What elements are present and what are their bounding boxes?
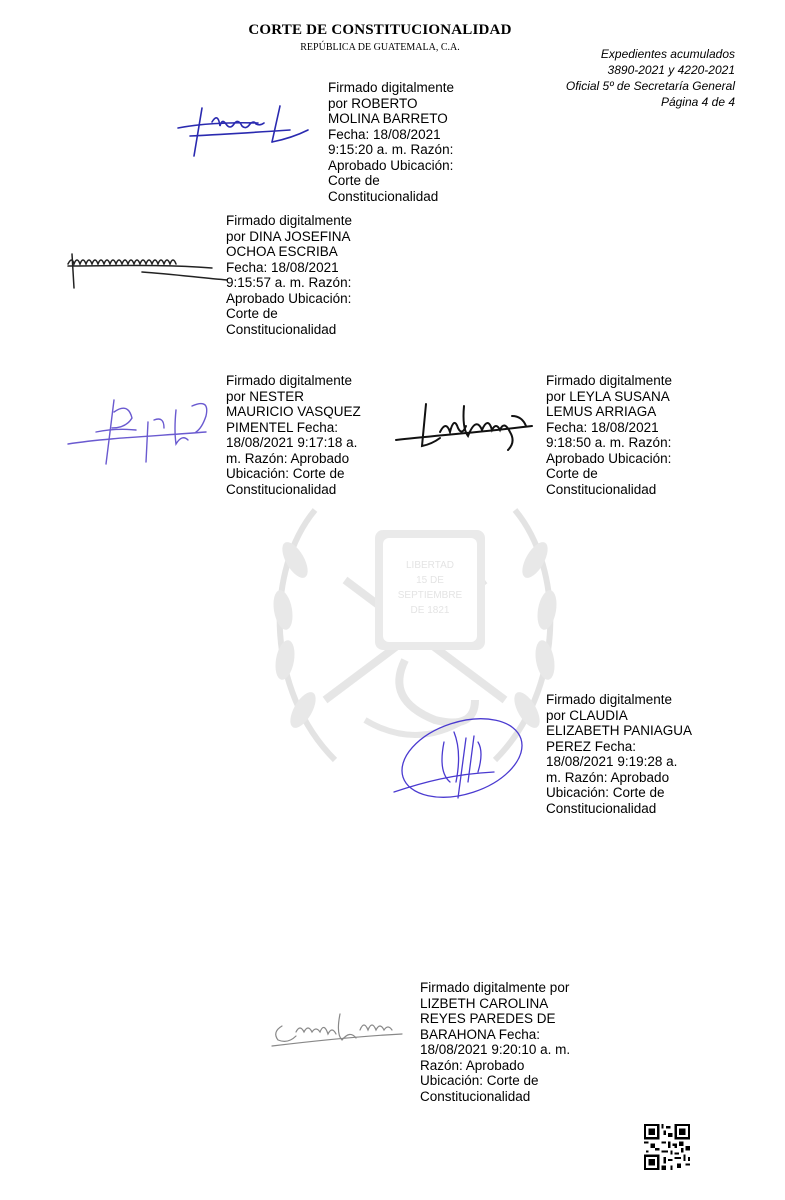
handwritten-signature: [262, 996, 412, 1076]
case-info-line: 3890-2021 y 4220-2021: [607, 63, 735, 77]
signature-text: Firmado digitalmente por NESTER MAURICIO VASQUEZ PIMENTEL Fecha: 18/08/2021 9:17:18 a. m. Razón: Aprobado Ubicación: Corte de Constitucionalidad: [226, 373, 361, 497]
court-subtitle: REPÚBLICA DE GUATEMALA, C.A.: [300, 42, 460, 53]
signature-text: Firmado digitalmente por LEYLA SUSANA LEMUS ARRIAGA Fecha: 18/08/2021 9:18:50 a. m. Razón: Aprobado Ubicación: Corte de Constitucionalidad: [546, 373, 673, 497]
handwritten-signature: [66, 392, 220, 472]
emblem-scroll-line: LIBERTAD: [406, 560, 454, 571]
handwritten-signature: [392, 396, 542, 462]
signature-text: Firmado digitalmente por ROBERTO MOLINA BARRETO Fecha: 18/08/2021 9:15:20 a. m. Razón: Aprobado Ubicación: Corte de Constitucionalidad: [328, 80, 455, 204]
handwritten-signature: [384, 702, 534, 810]
case-info-line: Oficial 5º de Secretaría General: [565, 79, 735, 93]
emblem-scroll-line: 15 DE: [416, 575, 444, 586]
emblem-scroll-line: DE 1821: [410, 605, 450, 616]
qr-code-icon: [644, 1124, 690, 1170]
signature-text: Firmado digitalmente por CLAUDIA ELIZABETH PANIAGUA PEREZ Fecha: 18/08/2021 9:19:28 a. m. Razón: Aprobado Ubicación: Corte de Constitucionalidad: [546, 692, 693, 816]
page-number: Página 4 de 4: [660, 95, 735, 109]
case-info-line: Expedientes acumulados: [600, 47, 735, 61]
signature-text: Firmado digitalmente por LIZBETH CAROLINA REYES PAREDES DE BARAHONA Fecha: 18/08/2021 9:20:10 a. m. Razón: Aprobado Ubicación: Corte de Constitucionalidad: [420, 980, 571, 1104]
case-info: [566, 46, 735, 110]
signature-text: Firmado digitalmente por DINA JOSEFINA OCHOA ESCRIBA Fecha: 18/08/2021 9:15:57 a. m. Razón: Aprobado Ubicación: Corte de Constitucionalidad: [226, 213, 353, 337]
court-title: CORTE DE CONSTITUCIONALIDAD: [248, 22, 512, 38]
handwritten-signature: [168, 98, 318, 160]
emblem-scroll-line: SEPTIEMBRE: [397, 590, 463, 601]
handwritten-signature: [62, 244, 230, 296]
